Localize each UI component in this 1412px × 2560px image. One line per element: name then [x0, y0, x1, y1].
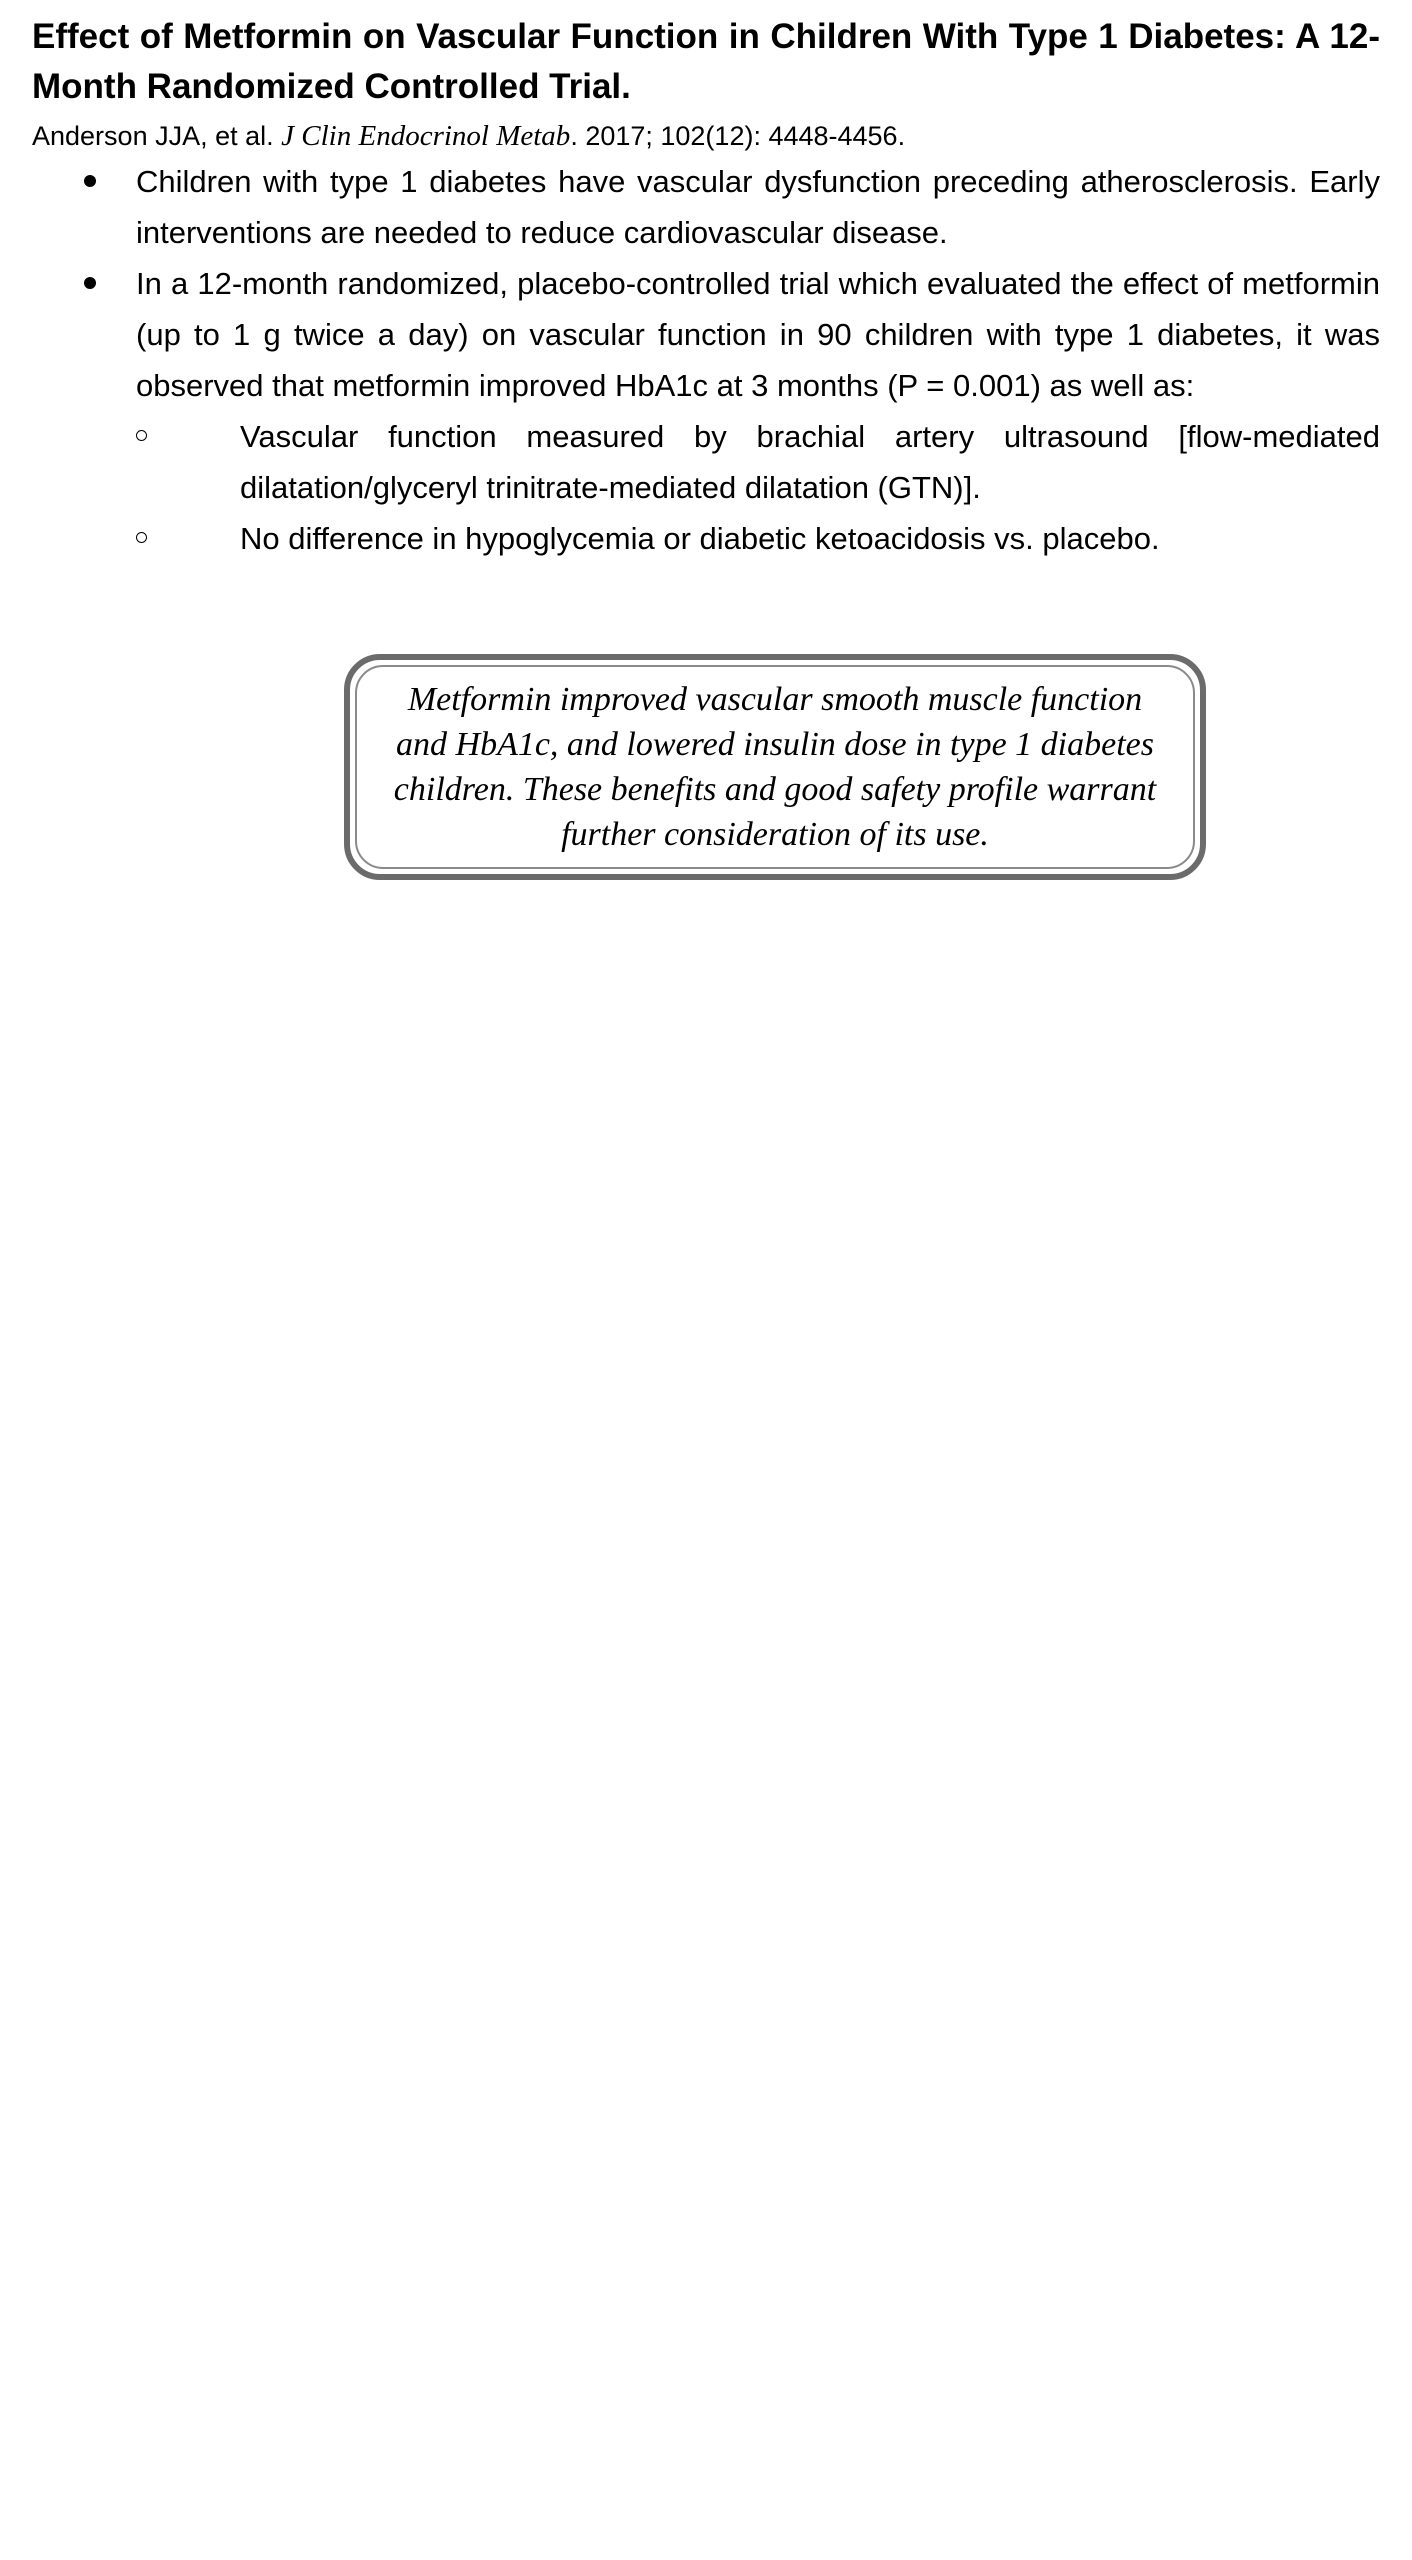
bullet-item — [32, 156, 1380, 258]
circle-bullet-icon — [136, 532, 147, 543]
citation-journal: J Clin Endocrinol Metab — [281, 120, 571, 152]
sub-bullet-item — [136, 513, 1380, 564]
document-page — [32, 12, 1380, 564]
bullet-item — [32, 258, 1380, 564]
sub-bullet-text: No difference in hypoglycemia or diabetic ketoacidosis vs. placebo. — [240, 521, 1160, 556]
sub-bullet-item — [136, 411, 1380, 513]
summary-bullet-list — [32, 156, 1380, 564]
conclusion-callout-box — [344, 654, 1206, 880]
sub-bullet-text: Vascular function measured by brachial artery ultrasound [flow-mediated dilatation/glyceryl trinitrate-mediated dilatation (GTN)]. — [240, 419, 1380, 505]
citation-details: . 2017; 102(12): 4448-4456. — [570, 121, 906, 151]
circle-bullet-icon — [136, 430, 147, 441]
bullet-text: In a 12-month randomized, placebo-controlled trial which evaluated the effect of metformin (up to 1 g twice a day) on vascular function in 90 children with type 1 diabetes, it was observed that metformin improved HbA1c at 3 months (P = 0.001) as well as: — [136, 266, 1380, 403]
bullet-text: Children with type 1 diabetes have vascular dysfunction preceding atherosclerosis. Early interventions are needed to reduce cardiovascular disease. — [136, 164, 1380, 250]
bullet-dot-icon — [84, 175, 96, 187]
article-citation — [32, 116, 1380, 156]
sub-bullet-list — [136, 411, 1380, 564]
conclusion-text: Metformin improved vascular smooth muscle function and HbA1c, and lowered insulin dose in type 1 diabetes children. These benefits and good safety profile warrant further consideration of its use. — [393, 681, 1157, 853]
conclusion-callout-inner — [355, 665, 1195, 869]
bullet-dot-icon — [84, 277, 96, 289]
citation-authors: Anderson JJA, et al. — [32, 121, 274, 151]
article-title: Effect of Metformin on Vascular Function in Children With Type 1 Diabetes: A 12-Month Randomized Controlled Trial. — [32, 17, 1380, 106]
